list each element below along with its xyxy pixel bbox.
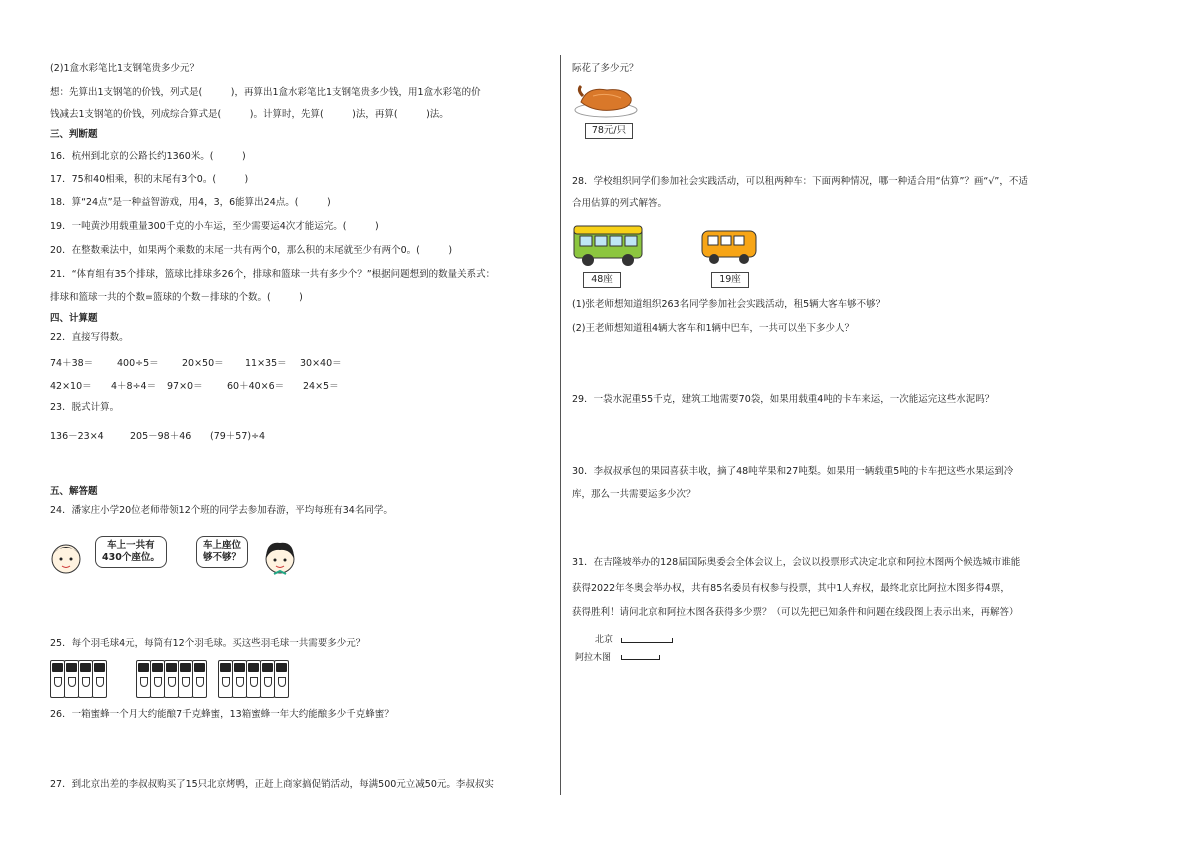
question-28-part2: (2)王老师想知道租4辆大客车和1辆中巴车，一共可以坐下多少人？ bbox=[572, 323, 855, 334]
calc-item: 30×40＝ bbox=[300, 358, 342, 369]
question-28-line2: 合用估算的列式解答。 bbox=[572, 198, 668, 209]
calc-item: 74＋38＝ bbox=[50, 358, 94, 369]
question-31-line2: 获得2022年冬奥会举办权，共有85名委员有权参与投票，其中1人弃权，最终北京比阿拉木图多得4票， bbox=[572, 583, 1010, 594]
roast-duck-icon bbox=[573, 80, 643, 120]
speech-bubble-seats bbox=[95, 536, 167, 568]
question-27: 27．到北京出差的李叔叔购买了15只北京烤鸭，正赶上商家搞促销活动，每满500元立减50元。李叔叔实 bbox=[50, 779, 494, 790]
shuttlecock-tube-icon bbox=[164, 660, 179, 698]
shuttlecock-tube-icon bbox=[192, 660, 207, 698]
shuttlecock-tube-icon bbox=[136, 660, 151, 698]
question-28-line1: 28．学校组织同学们参加社会实践活动，可以租两种车：下面两种情况，哪一种适合用“估算”？画“√”，不适 bbox=[572, 176, 1028, 187]
shuttlecock-tube-icon bbox=[78, 660, 93, 698]
small-bus-icon bbox=[700, 225, 760, 267]
shuttlecock-tube-icon bbox=[50, 660, 65, 698]
shuttlecock-tube-icon bbox=[260, 660, 275, 698]
shuttlecock-tube-icon bbox=[92, 660, 107, 698]
section-5-heading: 五、解答题 bbox=[50, 486, 98, 497]
segment-beijing bbox=[621, 638, 673, 643]
question-21-line1: 21．“体育组有35个排球，篮球比排球多26个，排球和篮球一共有多少个？”根据问题想到的数量关系式： bbox=[50, 269, 496, 280]
calc-item: 20×50＝ bbox=[182, 358, 224, 369]
calc-item: 11×35＝ bbox=[245, 358, 287, 369]
calc-item: 42×10＝ bbox=[50, 381, 92, 392]
question-30-line2: 库，那么一共需要运多少次？ bbox=[572, 489, 696, 500]
question-31-line1: 31．在吉隆坡举办的128届国际奥委会全体会议上，会议以投票形式决定北京和阿拉木图两个候选城市谁能 bbox=[572, 557, 1021, 568]
column-divider bbox=[560, 55, 561, 795]
shuttlecock-tube-icon bbox=[274, 660, 289, 698]
bubble-line: 车上一共有 bbox=[107, 540, 155, 551]
calc-item: 400÷5＝ bbox=[117, 358, 159, 369]
question-31-line3: 获得胜利！请问北京和阿拉木图各获得多少票？（可以先把已知条件和问题在线段图上表示出来，再解答） bbox=[572, 607, 1019, 618]
calc-item: 4＋8÷4＝ bbox=[111, 381, 157, 392]
question-26: 26．一箱蜜蜂一个月大约能酿7千克蜂蜜，13箱蜜蜂一年大约能酿多少千克蜂蜜？ bbox=[50, 709, 394, 720]
question-27-continued: 际花了多少元？ bbox=[572, 63, 639, 74]
calc-item: 24×5＝ bbox=[303, 381, 339, 392]
question-21-line2: 排球和篮球一共的个数=篮球的个数－排球的个数。( ) bbox=[50, 292, 303, 303]
calc-item: 97×0＝ bbox=[167, 381, 203, 392]
girl-avatar-icon bbox=[262, 537, 298, 579]
question-22: 22．直接写得数。 bbox=[50, 332, 129, 343]
shuttlecock-tube-icon bbox=[178, 660, 193, 698]
question-24: 24．潘家庄小学20位老师带领12个班的同学去参加春游，平均每班有34名同学。 bbox=[50, 505, 393, 516]
big-bus-seats-label: 48座 bbox=[583, 272, 621, 288]
question-30-line1: 30．李叔叔承包的果园喜获丰收，摘了48吨苹果和27吨梨。如果用一辆载重5吨的卡车把这些水果运到冷 bbox=[572, 466, 1014, 477]
segment-label-beijing: 北京 bbox=[595, 635, 614, 645]
bubble-line: 够不够？ bbox=[203, 552, 242, 563]
calc-item: 60＋40×6＝ bbox=[227, 381, 285, 392]
bubble-line: 车上座位 bbox=[203, 540, 242, 551]
calc-item: (79＋57)÷4 bbox=[210, 431, 266, 442]
shuttlecock-tube-icon bbox=[246, 660, 261, 698]
segment-almaty bbox=[621, 655, 660, 660]
q2-hint-line2: 钱减去1支钢笔的价钱，列成综合算式是( )。计算时，先算( )法，再算( )法。 bbox=[50, 109, 449, 120]
question-16: 16．杭州到北京的公路长约1360米。( ) bbox=[50, 151, 246, 162]
shuttlecock-tube-icon bbox=[64, 660, 79, 698]
section-3-heading: 三、判断题 bbox=[50, 129, 98, 140]
shuttlecock-tube-icon bbox=[218, 660, 233, 698]
bubble-line: 430个座位。 bbox=[102, 552, 160, 563]
question-18: 18．算“24点”是一种益智游戏，用4，3，6能算出24点。( ) bbox=[50, 197, 331, 208]
speech-bubble-enough bbox=[196, 536, 248, 568]
segment-label-almaty: 阿拉木图 bbox=[575, 653, 612, 663]
question-29: 29．一袋水泥重55千克，建筑工地需要70袋，如果用载重4吨的卡车来运，一次能运完这些水泥吗？ bbox=[572, 394, 995, 405]
question-19: 19．一吨黄沙用载重量300千克的小车运，至少需要运4次才能运完。( ) bbox=[50, 221, 379, 232]
section-4-heading: 四、计算题 bbox=[50, 313, 98, 324]
question-23: 23．脱式计算。 bbox=[50, 402, 120, 413]
question-20: 20．在整数乘法中，如果两个乘数的末尾一共有两个0，那么积的末尾就至少有两个0。( ) bbox=[50, 245, 453, 256]
shuttlecock-tube-icon bbox=[150, 660, 165, 698]
calc-item: 205－98＋46 bbox=[130, 431, 192, 442]
duck-price-tag: 78元/只 bbox=[585, 123, 633, 139]
q2-hint-line1: 想：先算出1支钢笔的价钱，列式是( )，再算出1盒水彩笔比1支钢笔贵多少钱，用1盒水彩笔的价 bbox=[50, 87, 481, 98]
calc-item: 136－23×4 bbox=[50, 431, 104, 442]
boy-avatar-icon bbox=[48, 537, 84, 579]
question-17: 17．75和40相乘，积的末尾有3个0。( ) bbox=[50, 174, 249, 185]
question-25: 25．每个羽毛球4元，每筒有12个羽毛球。买这些羽毛球一共需要多少元？ bbox=[50, 638, 366, 649]
big-bus-icon bbox=[572, 220, 646, 268]
q2-title: (2)1盒水彩笔比1支钢笔贵多少元？ bbox=[50, 63, 200, 74]
shuttlecock-tube-icon bbox=[232, 660, 247, 698]
question-28-part1: (1)张老师想知道组织263名同学参加社会实践活动，租5辆大客车够不够？ bbox=[572, 299, 886, 310]
small-bus-seats-label: 19座 bbox=[711, 272, 749, 288]
